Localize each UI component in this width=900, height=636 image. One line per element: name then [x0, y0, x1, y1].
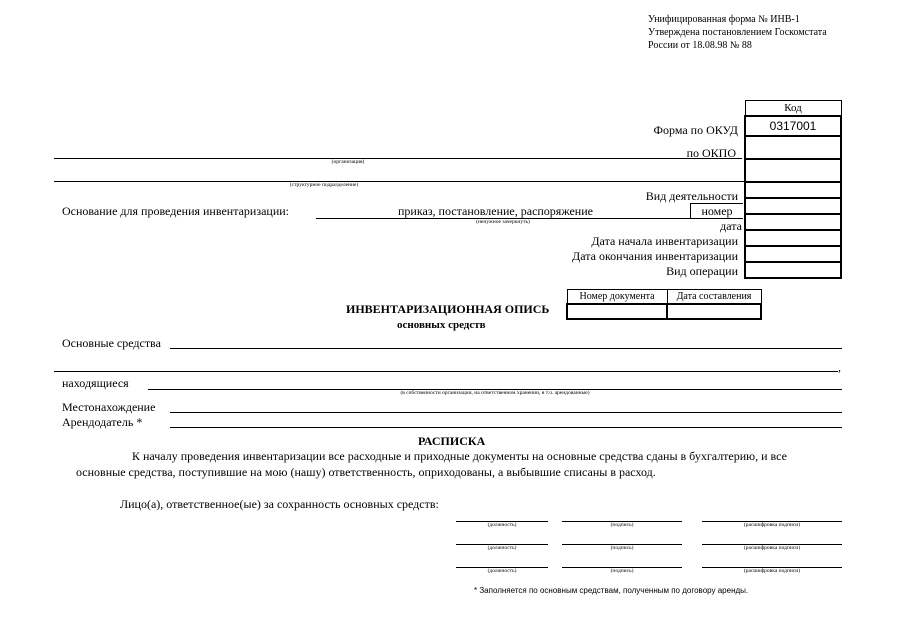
footnote: * Заполняется по основным средствам, полученным по договору аренды.	[474, 586, 749, 595]
doc-number-head: Номер документа	[567, 290, 667, 305]
position-caption-2: (должность)	[487, 545, 517, 551]
signature-caption-2: (подпись)	[610, 545, 634, 551]
signature-caption-3: (подпись)	[610, 568, 634, 574]
okpo-label: по ОКПО	[686, 146, 736, 160]
receipt-text-line1: К началу проведения инвентаризации все расходные и приходные документы на основные средства сданы в бухгалтерию, и все	[132, 449, 787, 463]
number-code-cell[interactable]	[745, 198, 841, 214]
located-caption: (в собственности организации, на ответственном хранении, в т.ч. арендованные)	[400, 390, 590, 396]
doc-number-cell[interactable]	[567, 304, 667, 319]
okud-code[interactable]: 0317001	[745, 116, 841, 136]
lessor-label: Арендодатель *	[62, 415, 143, 429]
doc-date-cell[interactable]	[667, 304, 761, 319]
lessor-line[interactable]	[170, 427, 842, 428]
located-label: находящиеся	[62, 376, 129, 390]
document-title: ИНВЕНТАРИЗАЦИОННАЯ ОПИСЬ	[346, 302, 550, 316]
okpo-code-cell[interactable]	[745, 136, 841, 159]
form-header-line3: России от 18.08.98 № 88	[648, 40, 752, 51]
assets-line-2[interactable]	[54, 371, 838, 372]
date-label: дата	[690, 218, 742, 233]
activity-label: Вид деятельности	[645, 189, 738, 203]
position-caption-3: (должность)	[487, 568, 517, 574]
form-header-line2: Утверждена постановлением Госкомстата	[648, 27, 827, 38]
end-date-cell[interactable]	[745, 246, 841, 262]
decoding-caption-2: (расшифровка подписи)	[743, 545, 801, 551]
location-line[interactable]	[170, 412, 842, 413]
okud-label: Форма по ОКУД	[653, 123, 738, 137]
activity-code-cell[interactable]	[745, 182, 841, 198]
document-subtitle: основных средств	[397, 319, 486, 331]
operation-code-cell[interactable]	[745, 262, 841, 278]
assets-line[interactable]	[170, 348, 842, 349]
start-date-cell[interactable]	[745, 230, 841, 246]
location-label: Местонахождение	[62, 400, 156, 414]
number-label: номер	[690, 203, 743, 219]
basis-label: Основание для проведения инвентаризации:	[62, 204, 290, 218]
codes-table	[744, 100, 842, 279]
assets-comma: ,	[838, 360, 841, 374]
signature-caption-1: (подпись)	[610, 522, 634, 528]
doc-date-head: Дата составления	[667, 290, 761, 305]
basis-value: приказ, постановление, распоряжение	[398, 204, 593, 218]
form-header-line1: Унифицированная форма № ИНВ-1	[648, 14, 800, 25]
basis-caption: (ненужное зачеркнуть)	[476, 219, 530, 225]
operation-label: Вид операции	[666, 264, 738, 278]
receipt-title: РАСПИСКА	[418, 434, 486, 448]
department-caption: (структурное подразделение)	[289, 182, 359, 188]
organization-caption: (организация)	[331, 159, 365, 165]
codes-head: Код	[745, 101, 841, 117]
document-number-table	[566, 289, 762, 320]
start-date-label: Дата начала инвентаризации	[591, 234, 738, 248]
responsible-persons-label: Лицо(а), ответственное(ые) за сохранность основных средств:	[120, 497, 439, 511]
form-header	[648, 13, 827, 52]
decoding-caption-1: (расшифровка подписи)	[743, 522, 801, 528]
receipt-text-line2: основные средства, поступившие на мою (нашу) ответственность, оприходованы, а выбывшие списаны в расход.	[76, 465, 656, 479]
date-code-cell[interactable]	[745, 214, 841, 230]
end-date-label: Дата окончания инвентаризации	[572, 249, 738, 263]
decoding-caption-3: (расшифровка подписи)	[743, 568, 801, 574]
position-caption-1: (должность)	[487, 522, 517, 528]
assets-label: Основные средства	[62, 336, 161, 350]
dept-code-cell[interactable]	[745, 159, 841, 182]
